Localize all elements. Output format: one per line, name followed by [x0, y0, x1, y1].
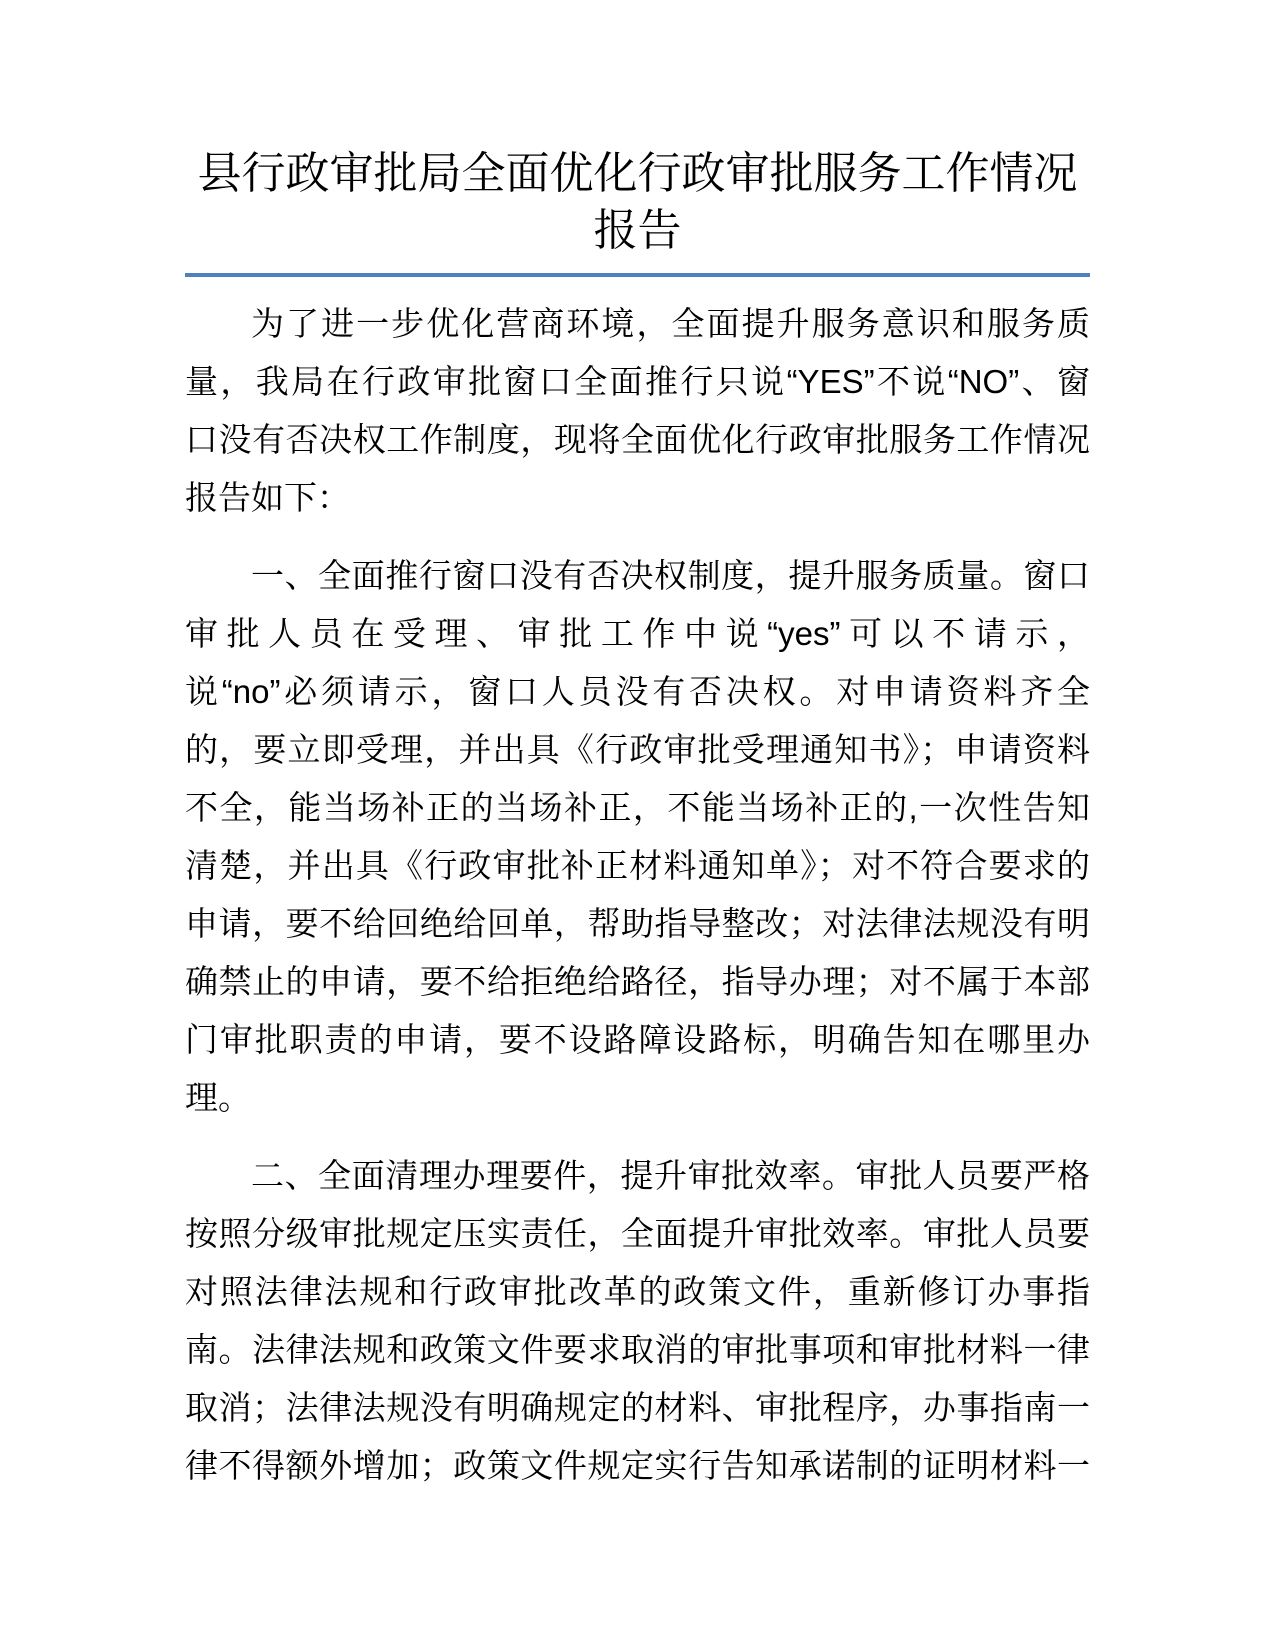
text-line: 为了进一步优化营商环境，全面提升服务意识和服务质	[251, 305, 1090, 342]
text-line: 对照法律法规和行政审批改革的政策文件，重新修订办事指	[185, 1273, 1090, 1310]
page-content	[185, 0, 1090, 1495]
text-line: 说“no”必须请示，窗口人员没有否决权。对申请资料齐全	[185, 673, 1090, 710]
text-line: 确禁止的申请，要不给拒绝给路径，指导办理；对不属于本部	[185, 963, 1090, 1000]
text-line: 一、全面推行窗口没有否决权制度，提升服务质量。窗口	[251, 557, 1090, 594]
text-line: 门审批职责的申请，要不设路障设路标，明确告知在哪里办	[185, 1021, 1090, 1058]
text-line: 清楚，并出具《行政审批补正材料通知单》；对不符合要求的	[185, 847, 1090, 884]
text-line: 量，我局在行政审批窗口全面推行只说“YES”不说“NO”、窗	[185, 363, 1090, 400]
text-line: 南。法律法规和政策文件要求取消的审批事项和审批材料一律	[185, 1331, 1090, 1368]
text-line: 审批人员在受理、审批工作中说“yes”可以不请示，	[185, 615, 1090, 652]
text-line: 二、全面清理办理要件，提升审批效率。审批人员要严格	[251, 1157, 1090, 1194]
text-line: 报告如下：	[185, 479, 350, 516]
text-line: 律不得额外增加；政策文件规定实行告知承诺制的证明材料一	[185, 1447, 1090, 1484]
text-line: 按照分级审批规定压实责任，全面提升审批效率。审批人员要	[185, 1215, 1090, 1252]
paragraph	[185, 547, 1090, 1127]
text-line: 取消；法律法规没有明确规定的材料、审批程序，办事指南一	[185, 1389, 1090, 1426]
document-title: 县行政审批局全面优化行政审批服务工作情况报告	[197, 149, 1078, 255]
document-body	[185, 277, 1090, 1495]
paragraph	[185, 1147, 1090, 1495]
text-line: 申请，要不给回绝给回单，帮助指导整改；对法律法规没有明	[185, 905, 1090, 942]
text-line: 理。	[185, 1079, 251, 1116]
text-line: 口没有否决权工作制度，现将全面优化行政审批服务工作情况	[185, 421, 1090, 458]
text-line: 的，要立即受理，并出具《行政审批受理通知书》；申请资料	[185, 731, 1090, 768]
paragraph	[185, 295, 1090, 527]
text-line: 不全，能当场补正的当场补正，不能当场补正的,一次性告知	[185, 789, 1090, 826]
